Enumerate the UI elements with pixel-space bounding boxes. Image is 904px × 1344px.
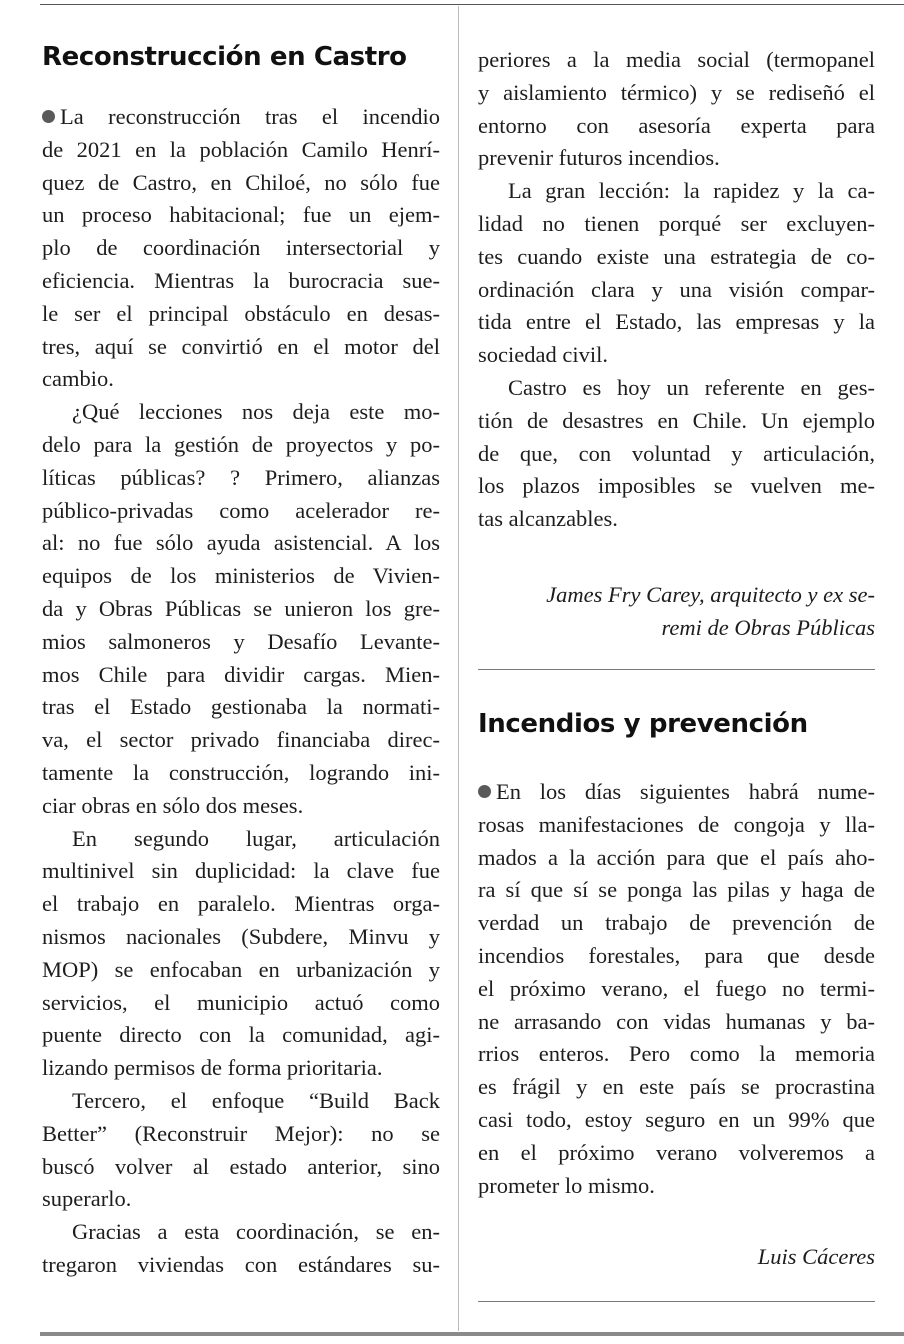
text-line: La gran lección: la rapidez y la ca- [508, 178, 875, 204]
text-line: le ser el principal obstáculo en desas- [42, 300, 440, 326]
bullet-icon [478, 785, 491, 798]
text-line: cambio. [42, 366, 114, 392]
text-line: En segundo lugar, articulación [72, 825, 440, 851]
text-line: ciar obras en sólo dos meses. [42, 792, 304, 818]
text-line: tes cuando existe una estrategia de co- [478, 243, 875, 269]
text-line: público-privadas como acelerador re- [42, 497, 440, 523]
text-line: prevenir futuros incendios. [478, 145, 720, 171]
text-line: En los días siguientes habrá nume- [478, 776, 875, 809]
bullet-icon [42, 110, 55, 123]
top-rule [40, 4, 904, 5]
text-line: prometer lo mismo. [478, 1172, 655, 1198]
text-line: quez de Castro, en Chiloé, no sólo fue [42, 169, 440, 195]
text-line: verdad un trabajo de prevención de [478, 910, 875, 936]
article-signature: Luis Cáceres [757, 1244, 875, 1269]
text-line: casi todo, estoy seguro en un 99% que [478, 1106, 875, 1132]
text-line: el próximo verano, el fuego no termi- [478, 975, 875, 1001]
text-line: equipos de los ministerios de Vivien- [42, 563, 440, 589]
text-line: tres, aquí se convirtió en el motor del [42, 333, 440, 359]
text-line: rrios enteros. Pero como la memoria [478, 1041, 875, 1067]
text-line: da y Obras Públicas se unieron los gre- [42, 595, 440, 621]
text-line: Gracias a esta coordinación, se en- [72, 1219, 440, 1245]
text-line: de que, con voluntad y articulación, [478, 440, 875, 466]
text-line: en el próximo verano volveremos a [478, 1139, 875, 1165]
text-line: ¿Qué lecciones nos deja este mo- [72, 399, 440, 425]
text-line: mios salmoneros y Desafío Levante- [42, 628, 440, 654]
text-line: de 2021 en la población Camilo Henrí- [42, 136, 440, 162]
article-separator [478, 669, 875, 670]
text-line: servicios, el municipio actuó como [42, 989, 440, 1015]
text-line: Tercero, el enfoque “Build Back [72, 1087, 440, 1113]
text-line: multinivel sin duplicidad: la clave fue [42, 858, 440, 884]
text-line: tida entre el Estado, las empresas y la [478, 309, 875, 335]
text-line: ordinación clara y una visión compar- [478, 276, 875, 302]
text-line: MOP) se enfocaban en urbanización y [42, 956, 440, 982]
text-line: sociedad civil. [478, 342, 608, 368]
text-line: ra sí que sí se ponga las pilas y haga de [478, 877, 875, 903]
text-line: Castro es hoy un referente en ges- [508, 374, 875, 400]
text-line: superarlo. [42, 1186, 132, 1212]
text-line: rosas manifestaciones de congoja y lla- [478, 811, 875, 837]
text-line: delo para la gestión de proyectos y po- [42, 431, 440, 457]
text-line: al: no fue sólo ayuda asistencial. A los [42, 530, 440, 556]
text-line: buscó volver al estado anterior, sino [42, 1153, 440, 1179]
article-body-left [42, 101, 440, 1282]
text-line: tamente la construcción, logrando ini- [42, 759, 440, 785]
text-line: incendios forestales, para que desde [478, 942, 875, 968]
text-line: tas alcanzables. [478, 506, 618, 532]
text-line: tión de desastres en Chile. Un ejemplo [478, 407, 875, 433]
article-body-continued [478, 44, 875, 536]
text-line: eficiencia. Mientras la burocracia sue- [42, 267, 440, 293]
text-line: plo de coordinación intersectorial y [42, 235, 440, 261]
text-line: y aislamiento térmico) y se rediseñó el [478, 79, 875, 105]
text-line: mos Chile para dividir cargas. Mien- [42, 661, 440, 687]
text-line: tras el Estado gestionaba la normati- [42, 694, 440, 720]
bottom-rule [40, 1332, 904, 1336]
signature-line: remi de Obras Públicas [661, 614, 875, 640]
text-line: ne arrasando con vidas humanas y ba- [478, 1008, 875, 1034]
text-line: La reconstrucción tras el incendio [42, 101, 440, 134]
article-title: Reconstrucción en Castro [42, 42, 407, 72]
text-line: el trabajo en paralelo. Mientras orga- [42, 891, 440, 917]
text-line: un proceso habitacional; fue un ejem- [42, 202, 440, 228]
text-line: periores a la media social (termopanel [478, 47, 875, 72]
article-signature [478, 579, 875, 645]
text-line: entorno con asesoría experta para [478, 112, 875, 138]
text-line: tregaron viviendas con estándares su- [42, 1251, 440, 1277]
article-body [478, 776, 875, 1202]
text-line: mados a la acción para que el país aho- [478, 844, 875, 870]
article-separator [478, 1301, 875, 1302]
signature-line: James Fry Carey, arquitecto y ex se- [546, 582, 875, 607]
text-line: lizando permisos de forma prioritaria. [42, 1055, 383, 1081]
column-divider [458, 6, 459, 1331]
text-line: lidad no tienen porqué ser excluyen- [478, 210, 875, 236]
article-title: Incendios y prevención [478, 709, 808, 739]
text-line: va, el sector privado financiaba direc- [42, 727, 440, 753]
text-line: líticas públicas? ? Primero, alianzas [42, 464, 440, 490]
text-line: es frágil y en este país se procrastina [478, 1074, 875, 1100]
text-line: Better” (Reconstruir Mejor): no se [42, 1120, 440, 1146]
text-line: puente directo con la comunidad, agi- [42, 1022, 440, 1048]
text-line: los plazos imposibles se vuelven me- [478, 473, 875, 499]
text-line: nismos nacionales (Subdere, Minvu y [42, 923, 440, 949]
